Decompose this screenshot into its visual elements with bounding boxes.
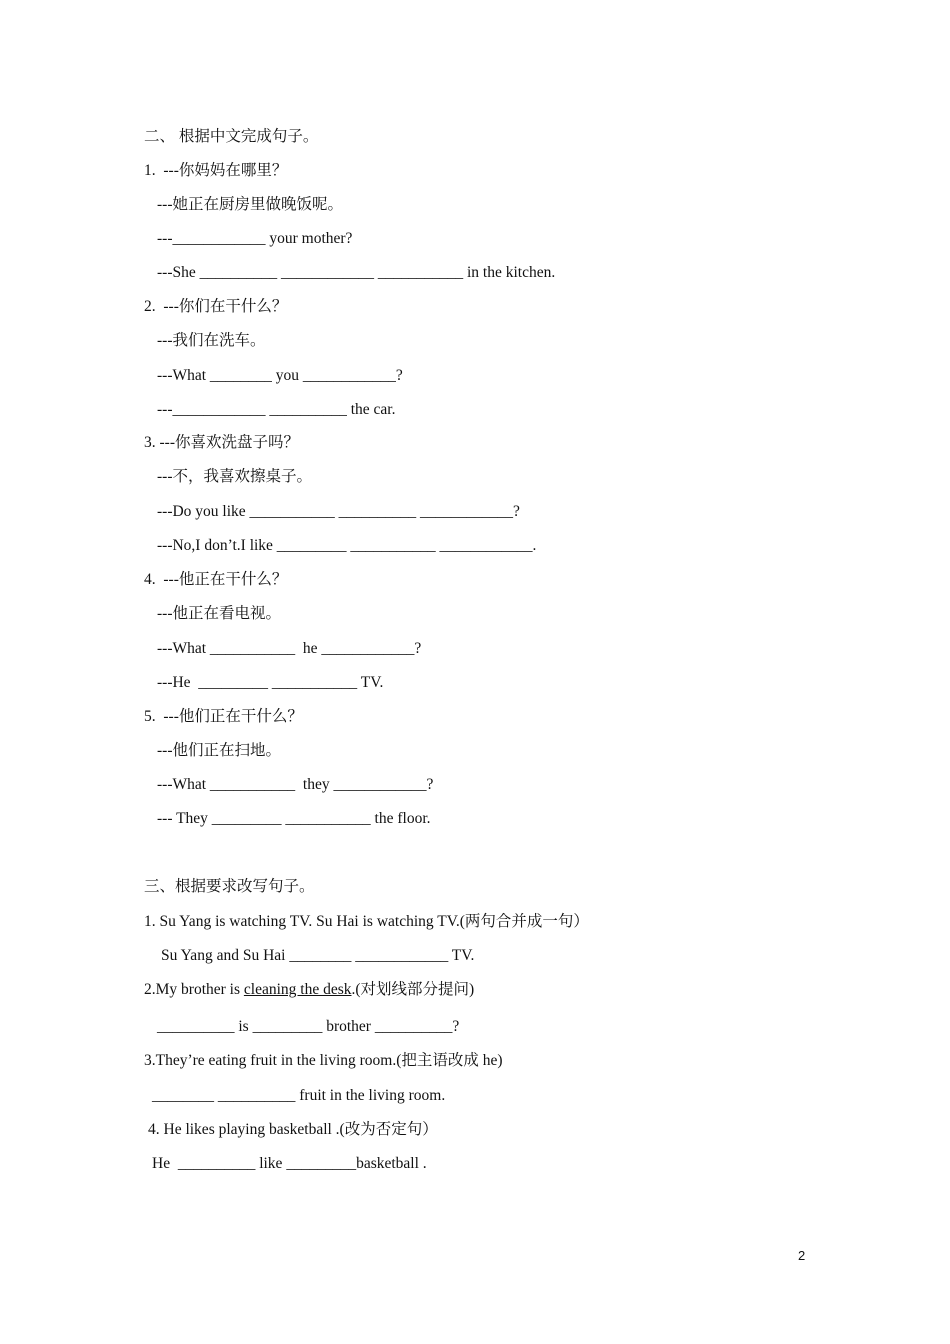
q4-english-question: ---What ___________ he ____________? (157, 640, 422, 657)
rewrite-q3-prompt: 3.They’re eating fruit in the living room.(把主语改成 he) (144, 1052, 503, 1069)
rewrite-q2-prompt (144, 980, 474, 1000)
q4-chinese-answer: ---他正在看电视。 (157, 605, 281, 622)
rewrite-q3-answer: ________ __________ fruit in the living room. (152, 1087, 446, 1104)
q4-chinese-question: 4. ---他正在干什么？ (144, 571, 288, 588)
q2-english-answer: ---____________ __________ the car. (157, 401, 396, 418)
q5-chinese-answer: ---他们正在扫地。 (157, 742, 281, 759)
rewrite-q1-prompt: 1. Su Yang is watching TV. Su Hai is watching TV.(两句合并成一句） (144, 913, 589, 930)
q1-english-question: ---____________ your mother? (157, 230, 353, 247)
q1-english-answer: ---She __________ ____________ ___________ in the kitchen. (157, 264, 556, 281)
q5-chinese-question: 5. ---他们正在干什么？ (144, 708, 303, 725)
q5-english-answer: --- They _________ ___________ the floor. (157, 810, 431, 827)
section-3-heading: 三、根据要求改写句子。 (144, 878, 315, 895)
rewrite-q2-prompt-before: 2.My brother is (144, 981, 244, 998)
rewrite-q2-answer: __________ is _________ brother __________? (157, 1018, 460, 1035)
q3-english-answer: ---No,I don’t.I like _________ ___________ ____________. (157, 537, 537, 554)
q4-english-answer: ---He _________ ___________ TV. (157, 674, 384, 691)
page-number: 2 (798, 1248, 806, 1263)
q5-english-question: ---What ___________ they ____________? (157, 776, 434, 793)
section-2-heading: 二、 根据中文完成句子。 (144, 128, 319, 145)
rewrite-q4-answer: He __________ like _________basketball . (152, 1155, 427, 1172)
q2-chinese-question: 2. ---你们在干什么？ (144, 298, 288, 315)
q2-english-question: ---What ________ you ____________? (157, 367, 403, 384)
rewrite-q4-prompt: 4. He likes playing basketball .(改为否定句） (148, 1121, 438, 1138)
q2-chinese-answer: ---我们在洗车。 (157, 332, 266, 349)
q1-chinese-answer: ---她正在厨房里做晚饭呢。 (157, 196, 343, 213)
q3-chinese-question: 3. ---你喜欢洗盘子吗？ (144, 434, 299, 451)
rewrite-q1-answer: Su Yang and Su Hai ________ ____________ TV. (161, 947, 475, 964)
rewrite-q2-underlined-phrase: cleaning the desk (243, 981, 352, 998)
q3-chinese-answer: ---不，我喜欢擦桌子。 (157, 468, 312, 485)
q1-chinese-question: 1. ---你妈妈在哪里？ (144, 162, 288, 179)
rewrite-q2-prompt-after: .(对划线部分提问) (351, 981, 475, 998)
q3-english-question: ---Do you like ___________ __________ ____________? (157, 503, 520, 520)
